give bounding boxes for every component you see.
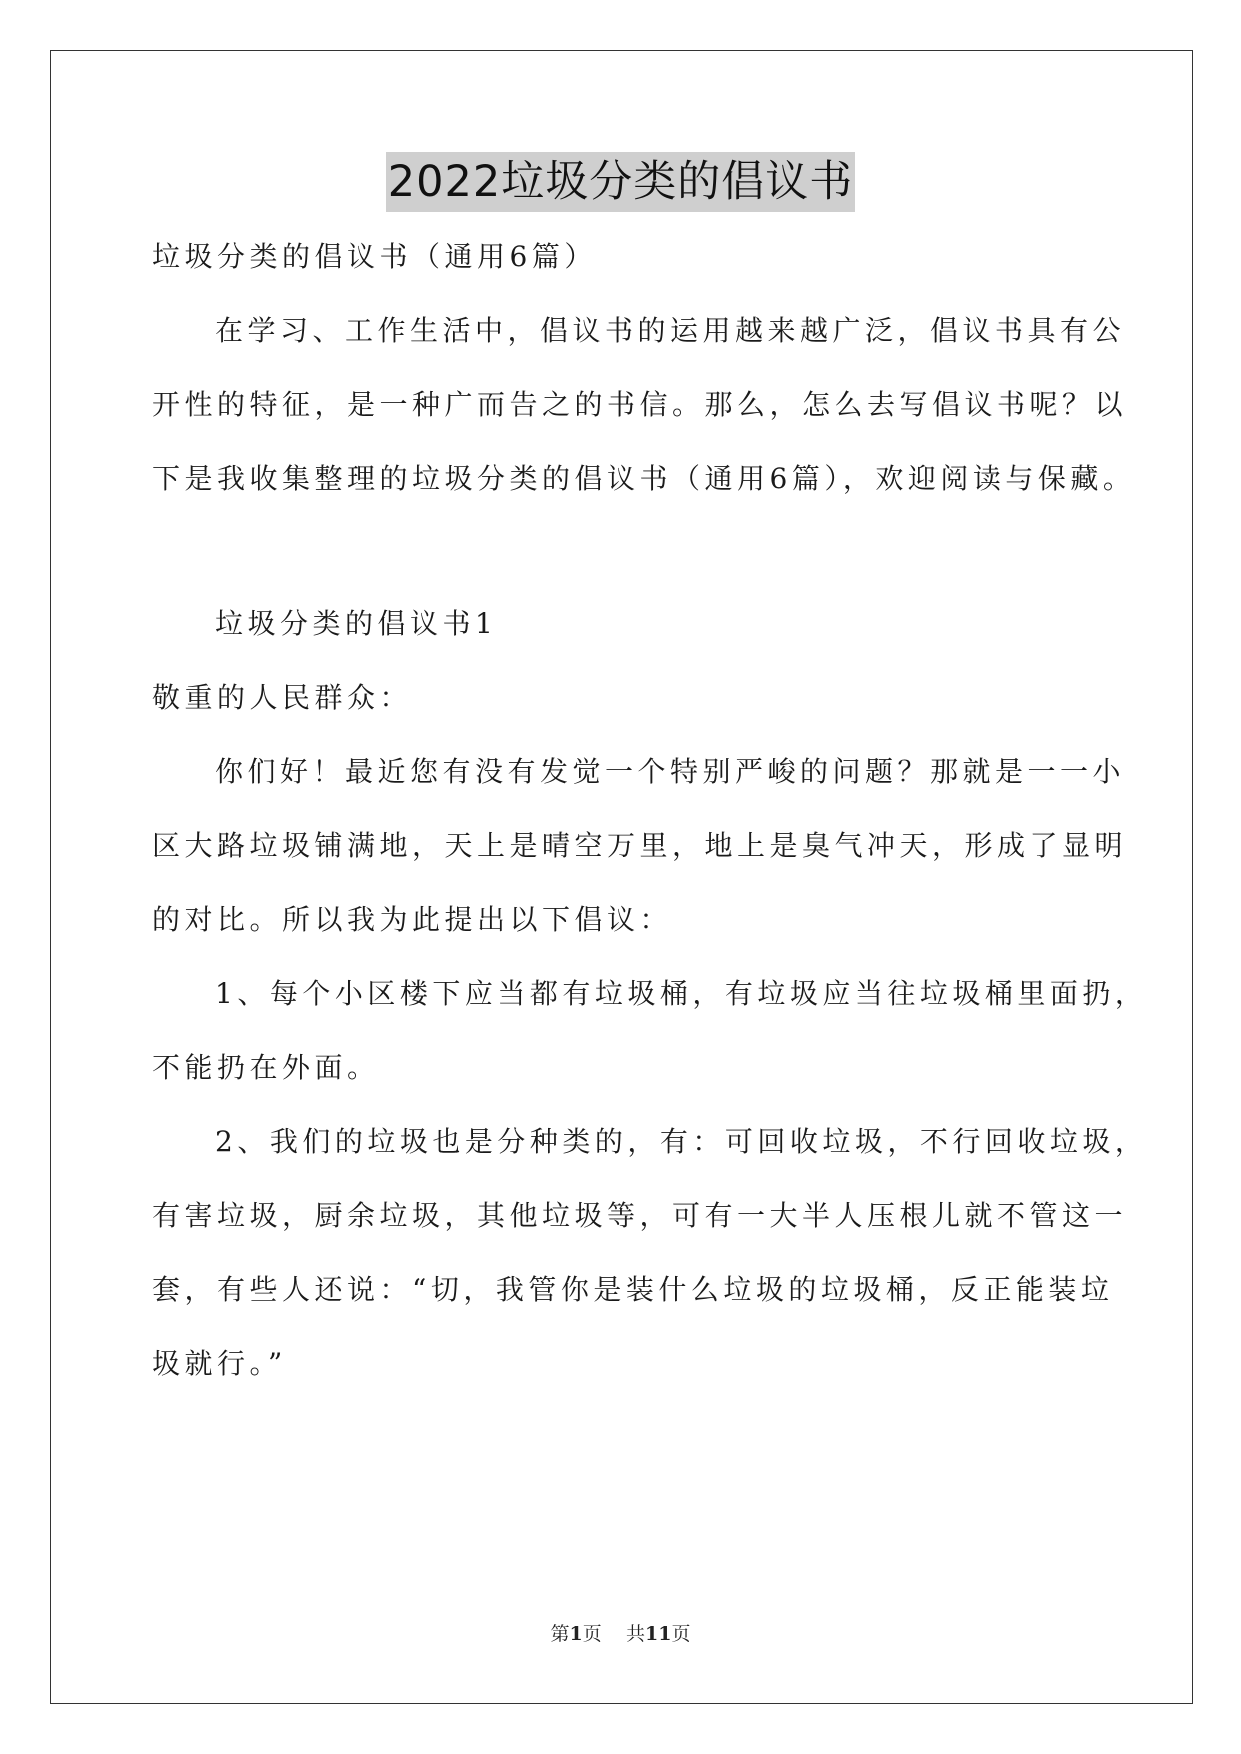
page-footer — [0, 1622, 1241, 1646]
title-container — [0, 152, 1241, 212]
intro-line-1: 在学习、工作生活中，倡议书的运用越来越广泛，倡议书具有公 — [215, 314, 1126, 347]
body-line-8: 套，有些人还说：“切，我管你是装什么垃圾的垃圾桶，反正能装垃 — [152, 1273, 1114, 1306]
body-line-3: 的对比。所以我为此提出以下倡议： — [152, 903, 673, 936]
page-label-suffix: 页 — [582, 1623, 602, 1645]
intro-line-2: 开性的特征，是一种广而告之的书信。那么，怎么去写倡议书呢？以 — [152, 388, 1128, 421]
body-line-7: 有害垃圾，厨余垃圾，其他垃圾等，可有一大半人压根儿就不管这一 — [152, 1199, 1128, 1232]
body-line-4: 1、每个小区楼下应当都有垃圾桶，有垃圾应当往垃圾桶里面扔， — [215, 977, 1148, 1010]
total-label-suffix: 页 — [671, 1623, 691, 1645]
body-line-2: 区大路垃圾铺满地，天上是晴空万里，地上是臭气冲天，形成了显明 — [152, 829, 1128, 862]
document-subtitle: 垃圾分类的倡议书（通用6篇） — [152, 240, 597, 273]
body-line-6: 2、我们的垃圾也是分种类的，有：可回收垃圾，不行回收垃圾， — [215, 1125, 1148, 1158]
body-line-9: 圾就行。” — [152, 1347, 287, 1380]
intro-line-3: 下是我收集整理的垃圾分类的倡议书（通用6篇），欢迎阅读与保藏。 — [152, 462, 1136, 495]
body-line-5: 不能扔在外面。 — [152, 1051, 380, 1084]
document-title: 2022垃圾分类的倡议书 — [386, 152, 855, 212]
salutation: 敬重的人民群众： — [152, 681, 413, 714]
section-heading: 垃圾分类的倡议书1 — [215, 607, 498, 640]
body-line-1: 你们好！最近您有没有发觉一个特别严峻的问题？那就是一一小 — [215, 755, 1126, 788]
total-pages-number: 11 — [644, 1623, 672, 1645]
total-label-prefix: 共 — [625, 1623, 645, 1645]
current-page-number: 1 — [569, 1623, 583, 1645]
page-label-prefix: 第 — [550, 1623, 570, 1645]
page-border — [50, 50, 1193, 1704]
